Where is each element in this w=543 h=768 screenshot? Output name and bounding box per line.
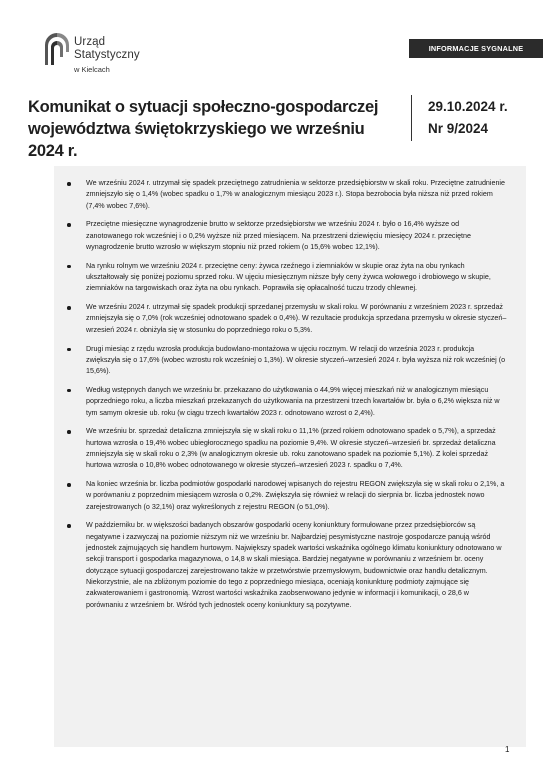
summary-item: Drugi miesiąc z rzędu wzrosła produkcja budowlano-montażowa w ujęciu rocznym. W relacji do września 2023 r. produkcja zwiększyła się o 17,6% (wobec wzrostu rok wcześniej o 1,3%). W okresie styczeń–wrzesień 2024 r. była wyższa niż rok wcześniej (o 15,6%). [67,344,507,378]
summary-item: Na koniec września br. liczba podmiotów gospodarki narodowej wpisanych do rejestru REGON zwiększyła się w skali roku o 2,1%, a w porównaniu z poprzednim miesiącem wzrosła o 0,2%. Zwiększyła się również w relacji do sierpnia br. liczba jednostek nowo zarejestrowanych (o 32,1%) oraz wykreślonych z rejestru REGON (o 51,0%). [67,479,507,513]
logo-line-2: w Kielcach [74,65,110,74]
summary-item: We wrześniu 2024 r. utrzymał się spadek przeciętnego zatrudnienia w sektorze przedsiębiorstw w skali roku. Przeciętne zatrudnienie zmniejszyło się o 1,4% (wobec spadku o 1,7% w analogicznym miesiącu 2023 r.). Stopa bezrobocia była niższa niż przed rokiem (7,4% wobec 7,6%). [67,178,507,212]
publication-date: 29.10.2024 r. [428,99,508,114]
page-title-line-2: województwa świętokrzyskiego we wrześniu 2024 r. [28,120,365,160]
gus-logo-icon [44,32,70,66]
logo-line-1: Urząd Statystyczny [74,36,140,61]
page-title-line-1: Komunikat o sytuacji społeczno-gospodarczej [28,98,379,116]
summary-item: Według wstępnych danych we wrześniu br. przekazano do użytkowania o 44,9% więcej mieszkań niż w analogicznym miesiącu poprzedniego roku, a liczba mieszkań przekazanych do użytkowania na przestrzeni trzech kwartałów br. była o 6,2% większa niż w tym samym okresie ub. roku (w ciągu trzech kwartałów 2023 r. odnotowano wzrost o 2,4%). [67,385,507,419]
section-badge: INFORMACJE SYGNALNE [409,39,543,58]
publication-number: Nr 9/2024 [428,121,489,136]
summary-item: We wrześniu br. sprzedaż detaliczna zmniejszyła się w skali roku o 11,1% (przed rokiem odnotowano spadek o 5,7%), a sprzedaż hurtowa wzrosła o 19,4% wobec ubiegłorocznego spadku na poziomie 9,4%. W okresie styczeń–wrzesień br. sprzedaż detaliczna zmniejszyła się w skali roku o 2,3% (w analogicznym okresie ub. roku zanotowano spadek na poziomie 5,1%). Z kolei sprzedaż hurtowa wzrosła o 10,8% wobec odnotowanego w okresie styczeń–wrzesień 2023 r. spadku o 7,4%. [67,426,507,471]
summary-item: Na rynku rolnym we wrześniu 2024 r. przeciętne ceny: żywca rzeźnego i ziemniaków w skupie oraz żyta na obu rynkach ukształtowały się poniżej poziomu sprzed roku. W ujęciu miesięcznym niższe były ceny żywca wołowego i drobiowego w skupie, ziemniaków na targowiskach oraz żyta na obu rynkach. Poprawiła się opłacalność tuczu trzody chlewnej. [67,261,507,295]
summary-list [67,178,507,618]
summary-item: Przeciętne miesięczne wynagrodzenie brutto w sektorze przedsiębiorstw we wrześniu 2024 r. było o 16,4% wyższe od zanotowanego rok wcześniej i o 0,2% wyższe niż przed miesiącem. Na przestrzeni dziewięciu miesięcy 2024 r. przeciętne wynagrodzenie brutto wzrosło w większym stopniu niż przed rokiem (o 15,6% wobec 12,1%). [67,219,507,253]
title-divider [411,95,412,141]
publication-meta [428,96,508,140]
page-number: 1 [505,745,510,754]
summary-item: We wrześniu 2024 r. utrzymał się spadek produkcji sprzedanej przemysłu w skali roku. W porównaniu z wrześniem 2023 r. sprzedaż zmniejszyła się o 7,0% (rok wcześniej odnotowano spadek o 0,4%). W rezultacie produkcja sprzedana przemysłu w okresie styczeń–wrzesień 2024 r. obniżyła się w stosunku do poprzedniego roku o 5,3%. [67,302,507,336]
page-title [28,96,398,162]
institution-logo [44,32,174,74]
summary-item: W październiku br. w większości badanych obszarów gospodarki oceny koniunktury formułowane przez przedsiębiorców są negatywne i zazwyczaj na poziomie niższym niż we wrześniu br. Najbardziej pesymistyczne nastroje gospodarcze panują wśród jednostek zajmujących się handlem hurtowym. Największy spadek wartości wskaźnika ogólnego klimatu koniunktury odnotowano w sekcji transport i gospodarka magazynowa, o 14,8 w skali miesiąca. Bardziej negatywne w porównaniu z wrześniem br. oceny dotyczące sytuacji gospodarczej zarejestrowano także w przetwórstwie przemysłowym, budownictwie oraz handlu detalicznym. Niekorzystnie, ale na zbliżonym poziomie do tego z poprzedniego miesiąca, oceniają koniunkturę podmioty zajmujące się zakwaterowaniem i gastronomią. Wzrost wartości wskaźnika zaobserwowano jedynie w informacji i komunikacji, o 28,6 w porównaniu z wrześniem br. Wśród tych jednostek oceny koniunktury są pozytywne. [67,520,507,610]
